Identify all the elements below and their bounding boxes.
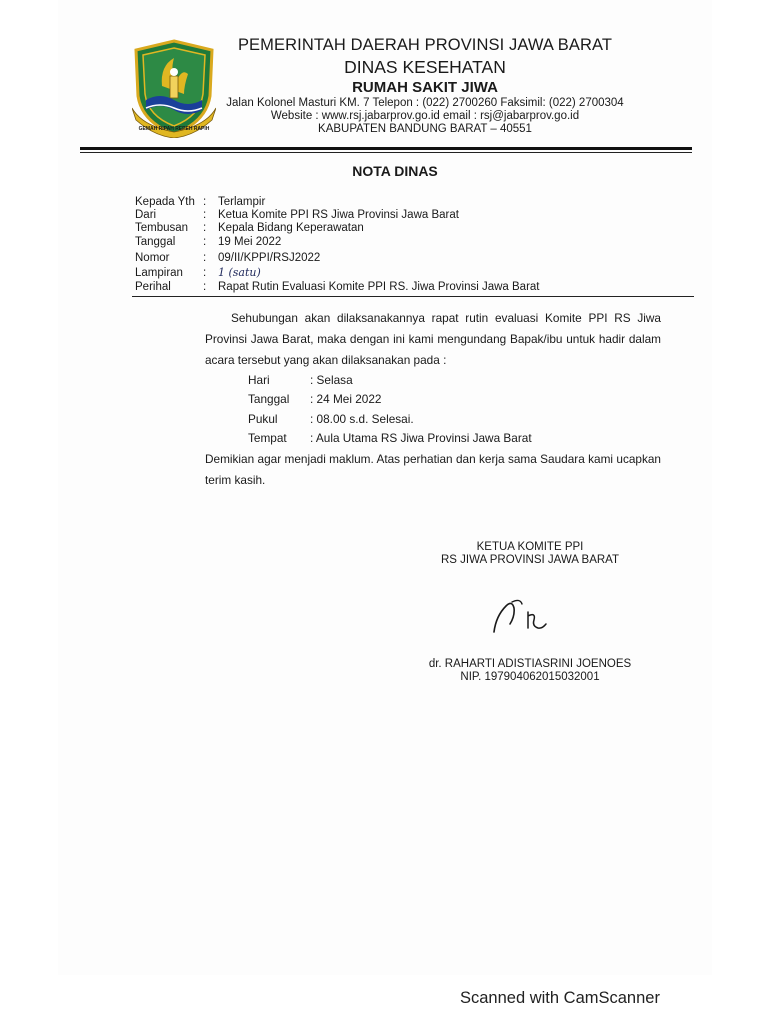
meta-value: Ketua Komite PPI RS Jiwa Provinsi Jawa Barat <box>218 209 459 221</box>
detail-value: : 24 Mei 2022 <box>310 392 382 406</box>
detail-label: Tanggal <box>248 392 290 406</box>
closing-paragraph <box>205 449 661 491</box>
handwritten-signature-icon <box>488 594 558 636</box>
meta-value: 19 Mei 2022 <box>218 236 282 248</box>
government-name: PEMERINTAH DAERAH PROVINSI JAWA BARAT <box>237 36 613 54</box>
address-line: Jalan Kolonel Masturi KM. 7 Telepon : (022) 2700260 Faksimil: (022) 2700304 <box>226 97 624 109</box>
meta-sep: : <box>203 196 207 208</box>
detail-row-hari <box>248 373 353 387</box>
detail-value: : Aula Utama RS Jiwa Provinsi Jawa Barat <box>310 431 532 445</box>
meta-row-tembusan <box>135 221 364 235</box>
meta-label: Tanggal <box>135 236 176 248</box>
meta-value: 09/II/KPPI/RSJ2022 <box>218 252 321 264</box>
detail-value: : Selasa <box>310 373 353 387</box>
detail-label: Pukul <box>248 412 278 426</box>
meta-label: Kepada Yth <box>135 196 195 208</box>
meta-row-lampiran <box>135 266 261 280</box>
detail-row-tempat <box>248 431 532 445</box>
detail-row-tanggal <box>248 392 381 406</box>
meta-row-perihal <box>135 280 540 294</box>
signatory-org: RS JIWA PROVINSI JAWA BARAT <box>440 554 620 566</box>
document-title: NOTA DINAS <box>352 163 438 179</box>
detail-label: Hari <box>248 373 270 387</box>
svg-text:GEMAH RIPAH REPEH RAPIH: GEMAH RIPAH REPEH RAPIH <box>138 126 210 132</box>
meta-sep: : <box>203 222 207 234</box>
meta-sep: : <box>203 252 207 264</box>
signatory-nip: NIP. 197904062015032001 <box>460 671 600 683</box>
meta-sep: : <box>203 209 207 221</box>
detail-row-pukul <box>248 412 414 426</box>
web-line: Website : www.rsj.jabarprov.go.id email : rsj@jabarprov.go.id <box>270 110 580 122</box>
letterhead-rule-thick <box>80 147 692 150</box>
meta-sep: : <box>203 281 207 293</box>
meta-label: Dari <box>135 209 157 221</box>
meta-label: Lampiran <box>135 267 183 279</box>
scanner-watermark: Scanned with CamScanner <box>460 989 660 1007</box>
opening-paragraph: Sehubungan akan dilaksanakannya rapat rutin evaluasi Komite PPI RS Jiwa Provinsi Jawa Barat, maka dengan ini kami mengundang Bapak/ibu untuk hadir dalam acara tersebut yang akan dilaksanakan pada : <box>205 311 661 367</box>
meta-value-handwritten: 1 (satu) <box>218 266 261 279</box>
letterhead-rule-thin <box>80 152 692 153</box>
meta-label: Nomor <box>135 252 170 264</box>
meta-divider <box>132 296 694 297</box>
meta-sep: : <box>203 236 207 248</box>
meta-row-nomor <box>135 251 320 265</box>
agency-name: DINAS KESEHATAN <box>344 57 506 77</box>
detail-value: : 08.00 s.d. Selesai. <box>310 412 414 426</box>
closing-text: Demikian agar menjadi maklum. Atas perhatian dan kerja sama Saudara kami ucapkan terim kasih. <box>205 452 661 487</box>
meta-label: Tembusan <box>135 222 189 234</box>
meta-sep: : <box>203 267 207 279</box>
document-page <box>58 0 712 975</box>
signatory-position: KETUA KOMITE PPI <box>476 541 584 553</box>
meta-value: Terlampir <box>218 196 266 208</box>
meta-row-tanggal <box>135 235 281 249</box>
west-java-emblem-icon <box>132 38 216 138</box>
meta-row-dari <box>135 208 459 222</box>
institution-name: RUMAH SAKIT JIWA <box>352 79 498 96</box>
meta-row-kepada <box>135 195 265 209</box>
meta-value: Kepala Bidang Keperawatan <box>218 222 364 234</box>
signatory-name: dr. RAHARTI ADISTIASRINI JOENOES <box>428 658 632 670</box>
detail-label: Tempat <box>248 431 287 445</box>
city-line: KABUPATEN BANDUNG BARAT – 40551 <box>318 123 532 135</box>
meta-value: Rapat Rutin Evaluasi Komite PPI RS. Jiwa Provinsi Jawa Barat <box>218 281 540 293</box>
meta-label: Perihal <box>135 281 171 293</box>
